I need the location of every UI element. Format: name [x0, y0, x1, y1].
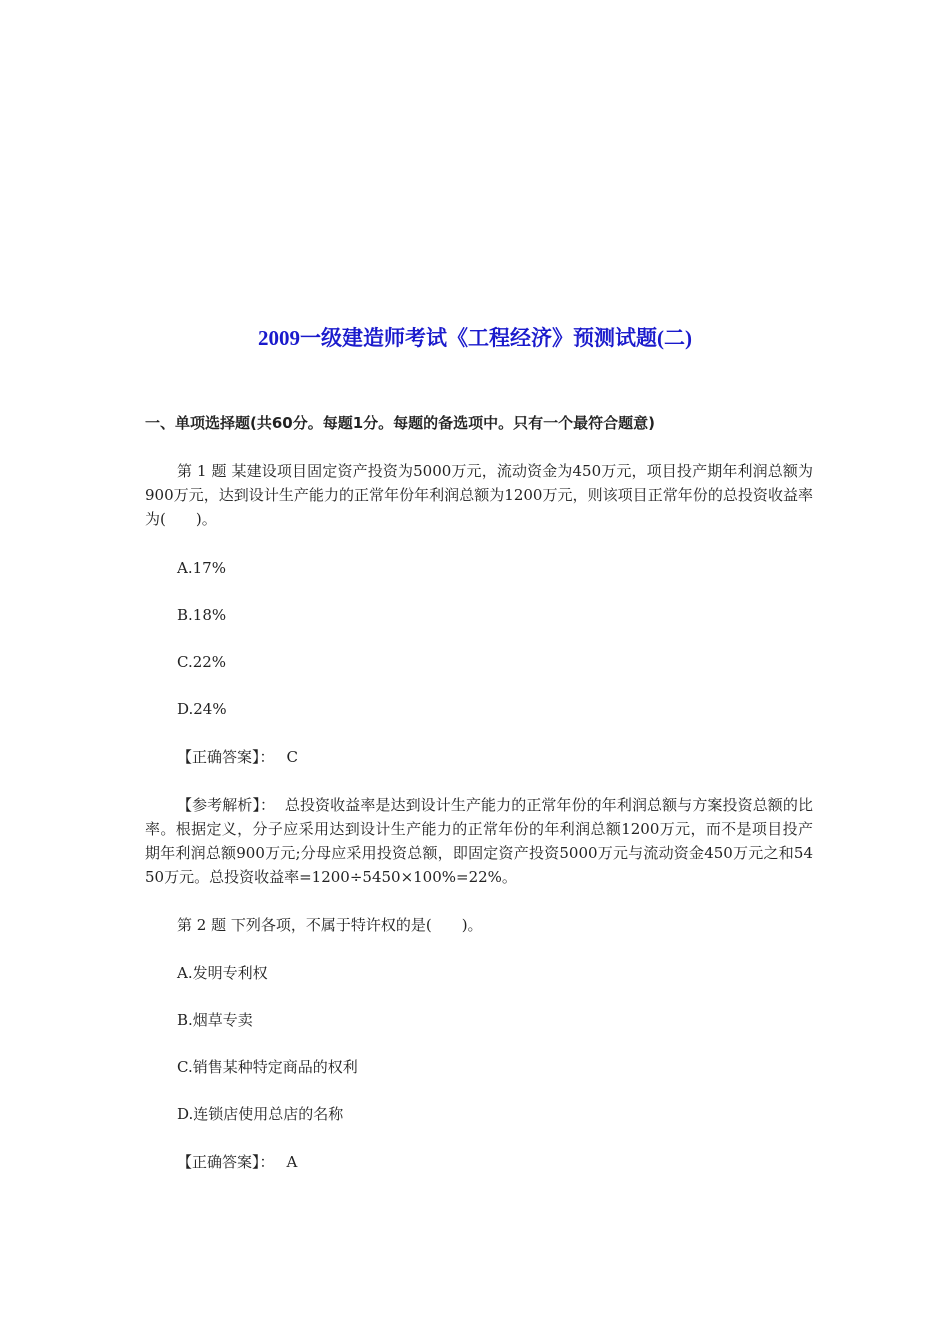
- page-title: 2009一级建造师考试《工程经济》预测试题(二): [258, 326, 692, 350]
- question-1-stem: 第 1 题 某建设项目固定资产投资为5000万元，流动资金为450万元，项目投产期年利润总额为900万元，达到设计生产能力的正常年份年利润总额为1200万元，则该项目正常年份的总投资收益率为( )。: [145, 462, 813, 528]
- question-2-answer: [177, 1150, 297, 1174]
- analysis-label: 【参考解析】：: [177, 796, 276, 814]
- question-2-option-a: A.发明专利权: [177, 964, 268, 982]
- question-2-option-d: D.连锁店使用总店的名称: [177, 1105, 344, 1123]
- question-1-option-b: B.18%: [177, 606, 227, 624]
- question-2-stem: 第 2 题 下列各项，不属于特许权的是( )。: [177, 916, 483, 934]
- question-2-option-c: C.销售某种特定商品的权利: [177, 1058, 358, 1076]
- answer-value: A: [286, 1153, 298, 1171]
- answer-value: C: [286, 748, 298, 766]
- answer-label: 【正确答案】：: [177, 748, 275, 766]
- question-2-option-b: B.烟草专卖: [177, 1011, 253, 1029]
- question-1-analysis: [145, 793, 813, 889]
- analysis-text: 总投资收益率是达到设计生产能力的正常年份的年利润总额与方案投资总额的比率。根据定义，分子应采用达到设计生产能力的正常年份的年利润总额1200万元，而不是项目投产期年利润总额900万元;分母应采用投资总额，即固定资产投资5000万元与流动资金450万元之和5450万元。总投资收益率=1200÷5450×100%=22%。: [145, 796, 813, 886]
- answer-label: 【正确答案】：: [177, 1153, 275, 1171]
- section-heading: 一、单项选择题(共60分。每题1分。每题的备选项中。只有一个最符合题意): [145, 414, 656, 432]
- question-1-option-a: A.17%: [177, 559, 226, 577]
- question-1-option-d: D.24%: [177, 700, 227, 718]
- question-1-answer: [177, 745, 298, 769]
- question-1-option-c: C.22%: [177, 653, 227, 671]
